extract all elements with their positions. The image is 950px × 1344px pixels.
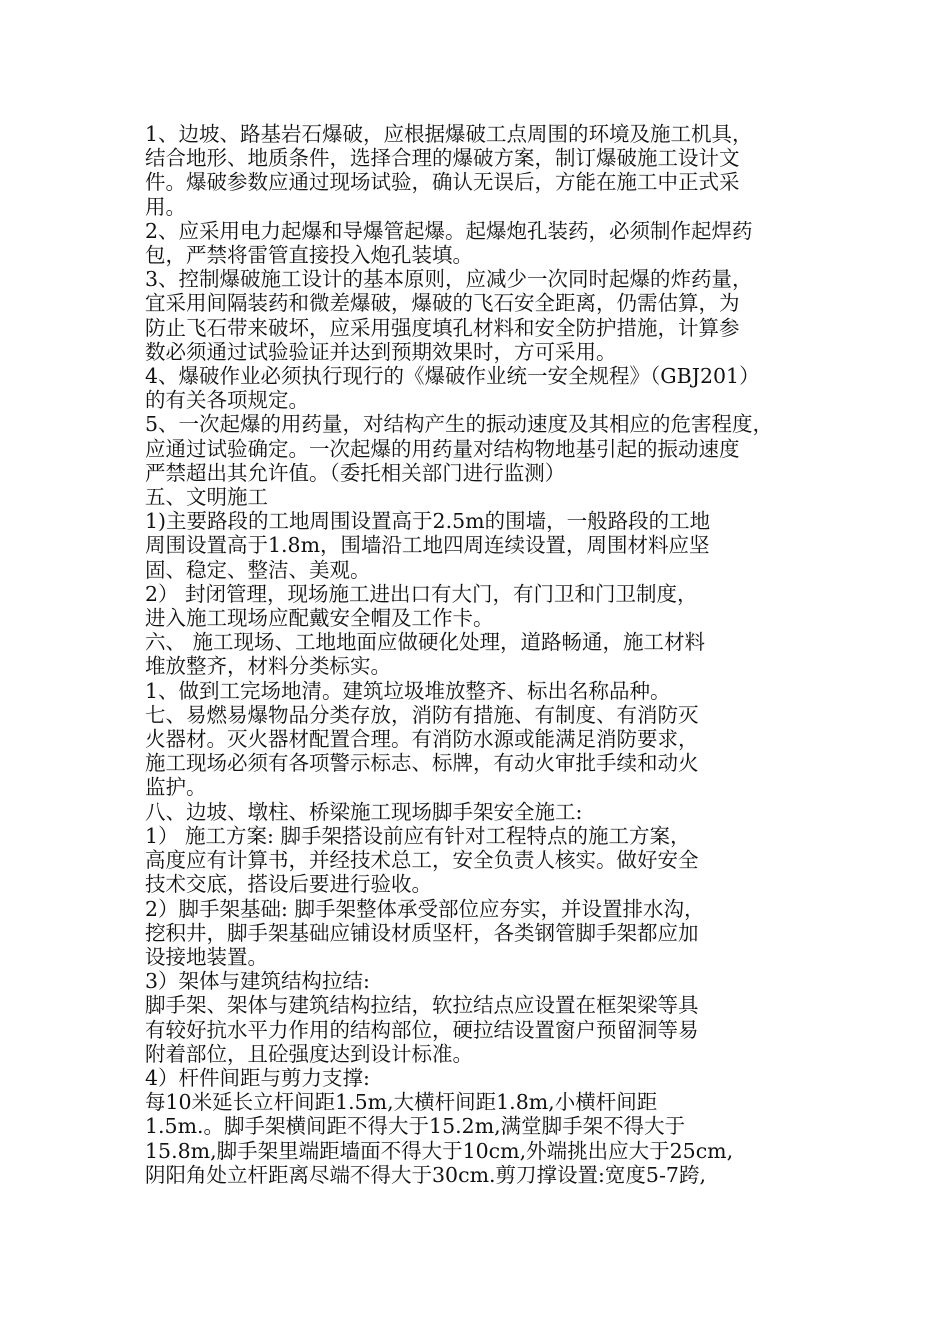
subheading-spacing-bracing: 4）杆件间距与剪力支撑: [145,1065,370,1090]
paragraph-blasting-2: 2、应采用电力起爆和导爆管起爆。起爆炮孔装药，必须制作起焊药 包，严禁将雷管直接投入炮孔装填。 [145,218,753,268]
paragraph-blasting-5: 5、一次起爆的用药量，对结构产生的振动速度及其相应的危害程度， 应通过试验确定。一次起爆的用药量对结构物地基引起的振动速度 严禁超出其允许值。（委托相关部门进行监测） [145,412,774,485]
paragraph-construction-plan: 1） 施工方案: 脚手架搭设前应有针对工程特点的施工方案， 高度应有计算书，并经技术总工，安全负责人核实。做好安全 技术交底，搭设后要进行验收。 [145,823,699,897]
paragraph-blasting-1: 1、边坡、路基岩石爆破，应根据爆破工点周围的环境及施工机具， 结合地形、地质条件，选择合理的爆破方案，制订爆破施工设计文 件。爆破参数应通过现场试验，确认无误后，方能在施工中正式采 用。 [145,122,753,219]
section-heading-scaffolding: 八、边坡、墩柱、桥梁施工现场脚手架安全施工: [145,799,583,824]
paragraph-site-clean: 1、做到工完场地清。建筑垃圾堆放整齐、标出名称品种。 [145,678,671,703]
paragraph-closed-management: 2） 封闭管理，现场施工进出口有大门，有门卫和门卫制度， 进入施工现场应配戴安全帽及工作卡。 [145,581,698,631]
paragraph-blasting-4: 4、爆破作业必须执行现行的《爆破作业统一安全规程》（GBJ201） 的有关各项规定。 [145,364,760,413]
paragraph-spacing-bracing: 每10米延长立杆间距1.5m,大横杆间距1.8m,小横杆间距 1.5m.。脚手架横间距不得大于15.2m,满堂脚手架不得大于 15.8m,脚手架里端距墙面不得大于10cm,外端挑出应大于25cm, 阴阳角处立杆距离尽端不得大于30cm.剪刀撑设置:宽度5-7跨, [145,1090,734,1187]
subheading-tie-in: 3）架体与建筑结构拉结: [145,969,370,994]
paragraph-tie-in: 脚手架、架体与建筑结构拉结，软拉结点应设置在框架梁等具 有较好抗水平力作用的结构部位，硬拉结设置窗户预留洞等易 附着部位，且砼强度达到设计标准。 [145,993,699,1066]
document-body [145,122,835,1187]
section-heading-civilized-construction: 五、文明施工 [145,485,268,510]
paragraph-scaffold-foundation: 2）脚手架基础: 脚手架整体承受部位应夯实，并设置排水沟， 挖积井，脚手架基础应铺设材质坚杆，各类钢管脚手架都应加 设接地装置。 [145,896,705,969]
paragraph-blasting-3: 3、控制爆破施工设计的基本原则，应减少一次同时起爆的炸药量， 宜采用间隔装药和微差爆破，爆破的飞石安全距离，仍需估算，为 防止飞石带来破坏，应采用强度填孔材料和安全防护措施，计算参 数必须通过试验验证并达到预期效果时，方可采用。 [145,267,753,364]
paragraph-fencing: 1)主要路段的工地周围设置高于2.5m的围墙，一般路段的工地 周围设置高于1.8m，围墙沿工地四周连续设置，周围材料应坚 固、稳定、整洁、美观。 [145,509,711,582]
section-heading-flammables: 七、易燃易爆物品分类存放，消防有措施、有制度、有消防灭 火器材。灭火器材配置合理。有消防水源或能满足消防要求， 施工现场必须有各项警示标志、标牌，有动火审批手续和动火 监护。 [145,702,699,800]
section-heading-site-ground: 六、 施工现场、工地地面应做硬化处理，道路畅通，施工材料 堆放整齐，材料分类标实。 [145,630,706,679]
